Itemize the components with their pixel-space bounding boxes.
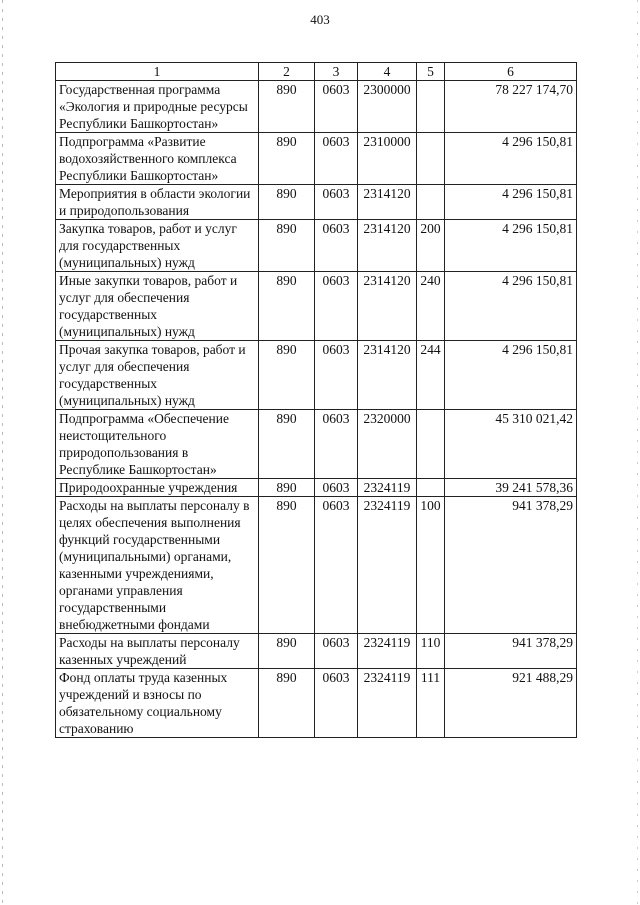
row-target-code: 2324119 (358, 497, 417, 634)
row-expense-type (417, 133, 445, 185)
column-header-5: 5 (417, 63, 445, 81)
row-amount: 45 310 021,42 (445, 410, 577, 479)
row-section-code: 0603 (315, 220, 358, 272)
table-row (56, 272, 577, 341)
row-name: Фонд оплаты труда казенных учреждений и взносы по обязательному социальному страхованию (56, 669, 259, 738)
row-expense-type (417, 479, 445, 497)
row-section-code: 0603 (315, 669, 358, 738)
row-name: Прочая закупка товаров, работ и услуг для обеспечения государственных (муниципальных) нужд (56, 341, 259, 410)
row-section-code: 0603 (315, 634, 358, 669)
row-target-code: 2310000 (358, 133, 417, 185)
row-section-code: 0603 (315, 81, 358, 133)
table-row (56, 410, 577, 479)
page-number: 403 (310, 12, 330, 27)
row-admin-code: 890 (259, 497, 315, 634)
row-amount: 941 378,29 (445, 497, 577, 634)
row-amount: 78 227 174,70 (445, 81, 577, 133)
column-header-1: 1 (56, 63, 259, 81)
row-admin-code: 890 (259, 479, 315, 497)
row-expense-type: 240 (417, 272, 445, 341)
table-row (56, 81, 577, 133)
row-target-code: 2314120 (358, 341, 417, 410)
row-expense-type: 110 (417, 634, 445, 669)
row-section-code: 0603 (315, 341, 358, 410)
row-name: Расходы на выплаты персоналу казенных учреждений (56, 634, 259, 669)
table-row (56, 497, 577, 634)
row-admin-code: 890 (259, 669, 315, 738)
scan-edge-left (2, 0, 3, 905)
scan-edge-right (637, 0, 638, 905)
row-name: Подпрограмма «Обеспечение неистощительного природопользования в Республике Башкортостан» (56, 410, 259, 479)
row-admin-code: 890 (259, 410, 315, 479)
row-target-code: 2314120 (358, 272, 417, 341)
column-header-6: 6 (445, 63, 577, 81)
budget-table (55, 62, 577, 738)
row-name: Природоохранные учреждения (56, 479, 259, 497)
row-expense-type: 100 (417, 497, 445, 634)
row-amount: 4 296 150,81 (445, 272, 577, 341)
row-section-code: 0603 (315, 479, 358, 497)
table-row (56, 669, 577, 738)
row-amount: 4 296 150,81 (445, 133, 577, 185)
row-section-code: 0603 (315, 410, 358, 479)
row-target-code: 2314120 (358, 185, 417, 220)
row-admin-code: 890 (259, 634, 315, 669)
column-header-4: 4 (358, 63, 417, 81)
table-row (56, 133, 577, 185)
row-amount: 39 241 578,36 (445, 479, 577, 497)
row-target-code: 2314120 (358, 220, 417, 272)
row-expense-type: 200 (417, 220, 445, 272)
table-row (56, 185, 577, 220)
row-expense-type: 244 (417, 341, 445, 410)
row-expense-type: 111 (417, 669, 445, 738)
row-target-code: 2324119 (358, 669, 417, 738)
row-section-code: 0603 (315, 133, 358, 185)
row-section-code: 0603 (315, 497, 358, 634)
row-target-code: 2324119 (358, 634, 417, 669)
row-amount: 4 296 150,81 (445, 341, 577, 410)
row-admin-code: 890 (259, 341, 315, 410)
table-header-row (56, 63, 577, 81)
row-admin-code: 890 (259, 220, 315, 272)
row-name: Мероприятия в области экологии и природопользования (56, 185, 259, 220)
row-amount: 921 488,29 (445, 669, 577, 738)
row-name: Подпрограмма «Развитие водохозяйственного комплекса Республики Башкортостан» (56, 133, 259, 185)
table-row (56, 220, 577, 272)
row-target-code: 2320000 (358, 410, 417, 479)
table-row (56, 341, 577, 410)
column-header-2: 2 (259, 63, 315, 81)
column-header-3: 3 (315, 63, 358, 81)
row-name: Государственная программа «Экология и природные ресурсы Республики Башкортостан» (56, 81, 259, 133)
row-admin-code: 890 (259, 81, 315, 133)
row-amount: 4 296 150,81 (445, 185, 577, 220)
row-amount: 4 296 150,81 (445, 220, 577, 272)
table-row (56, 479, 577, 497)
table-row (56, 634, 577, 669)
row-expense-type (417, 81, 445, 133)
row-target-code: 2324119 (358, 479, 417, 497)
row-amount: 941 378,29 (445, 634, 577, 669)
row-admin-code: 890 (259, 272, 315, 341)
row-expense-type (417, 185, 445, 220)
row-expense-type (417, 410, 445, 479)
row-name: Иные закупки товаров, работ и услуг для обеспечения государственных (муниципальных) нужд (56, 272, 259, 341)
row-name: Расходы на выплаты персоналу в целях обеспечения выполнения функций государственными (муниципальными) органами, казенными учреждениями, органами управления государственными внебюджетными фондами (56, 497, 259, 634)
row-admin-code: 890 (259, 133, 315, 185)
row-admin-code: 890 (259, 185, 315, 220)
row-target-code: 2300000 (358, 81, 417, 133)
row-section-code: 0603 (315, 185, 358, 220)
row-section-code: 0603 (315, 272, 358, 341)
row-name: Закупка товаров, работ и услуг для государственных (муниципальных) нужд (56, 220, 259, 272)
